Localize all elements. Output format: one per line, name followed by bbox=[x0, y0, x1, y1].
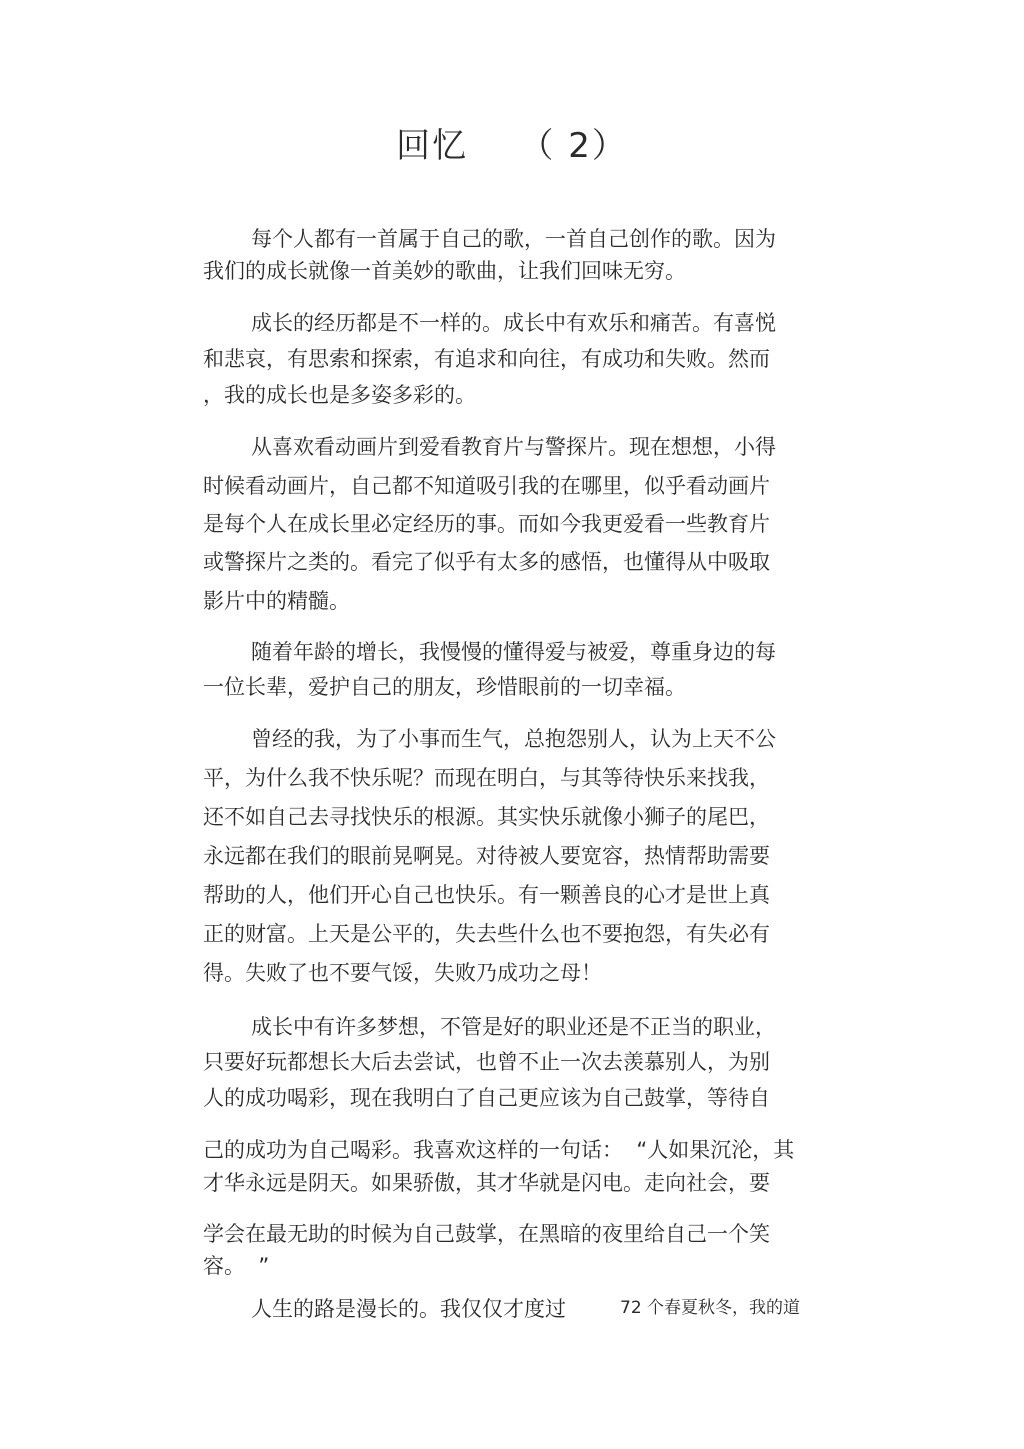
text-line: 只要好玩都想长大后去尝试，也曾不止一次去羡慕别人，为别 bbox=[203, 1050, 770, 1074]
text-line: 影片中的精髓。 bbox=[203, 589, 350, 613]
text-line: 我们的成长就像一首美妙的歌曲，让我们回味无穷。 bbox=[203, 259, 686, 283]
text-line: 时候看动画片，自己都不知道吸引我的在哪里，似乎看动画片 bbox=[203, 474, 770, 498]
text-line: 帮助的人，他们开心自己也快乐。有一颗善良的心才是世上真 bbox=[203, 883, 770, 907]
text-line: 成长中有许多梦想，不管是好的职业还是不正当的职业， bbox=[251, 1015, 776, 1039]
text-line-fragment: 72 个春夏秋冬，我的道 bbox=[620, 1298, 801, 1318]
text-line: 才华永远是阴天。如果骄傲，其才华就是闪电。走向社会，要 bbox=[203, 1171, 770, 1195]
text-line: 和悲哀，有思索和探索，有追求和向往，有成功和失败。然而 bbox=[203, 347, 770, 371]
text-line: 学会在最无助的时候为自己鼓掌，在黑暗的夜里给自己一个笑 bbox=[203, 1222, 770, 1246]
text-line: 从喜欢看动画片到爱看教育片与警探片。现在想想，小得 bbox=[251, 435, 776, 459]
text-line: 随着年龄的增长，我慢慢的懂得爱与被爱，尊重身边的每 bbox=[251, 640, 776, 664]
text-line: 是每个人在成长里必定经历的事。而如今我更爱看一些教育片 bbox=[203, 512, 770, 536]
text-line: 平，为什么我不快乐呢？而现在明白，与其等待快乐来找我， bbox=[203, 766, 770, 790]
text-line: 永远都在我们的眼前晃啊晃。对待被人要宽容，热情帮助需要 bbox=[203, 844, 770, 868]
text-line: 人生的路是漫长的。我仅仅才度过 bbox=[251, 1297, 566, 1321]
text-line: 成长的经历都是不一样的。成长中有欢乐和痛苦。有喜悦 bbox=[251, 311, 776, 335]
page-title: 回忆 （ 2） bbox=[396, 126, 628, 166]
text-line: 一位长辈，爱护自己的朋友，珍惜眼前的一切幸福。 bbox=[203, 675, 686, 699]
text-line: 得。失败了也不要气馁，失败乃成功之母！ bbox=[203, 961, 602, 985]
text-line: 还不如自己去寻找快乐的根源。其实快乐就像小狮子的尾巴， bbox=[203, 805, 770, 829]
text-line: 曾经的我，为了小事而生气，总抱怨别人，认为上天不公 bbox=[251, 727, 776, 751]
text-line: ，我的成长也是多姿多彩的。 bbox=[203, 383, 476, 407]
text-line: 或警探片之类的。看完了似乎有太多的感悟，也懂得从中吸取 bbox=[203, 550, 770, 574]
text-line: 每个人都有一首属于自己的歌，一首自己创作的歌。因为 bbox=[251, 227, 776, 251]
text-line: 己的成功为自己喝彩。我喜欢这样的一句话： “人如果沉沦，其 bbox=[203, 1138, 795, 1162]
text-line: 容。 ” bbox=[203, 1254, 270, 1278]
text-line: 正的财富。上天是公平的，失去些什么也不要抱怨，有失必有 bbox=[203, 922, 770, 946]
text-line: 人的成功喝彩，现在我明白了自己更应该为自己鼓掌，等待自 bbox=[203, 1086, 770, 1110]
